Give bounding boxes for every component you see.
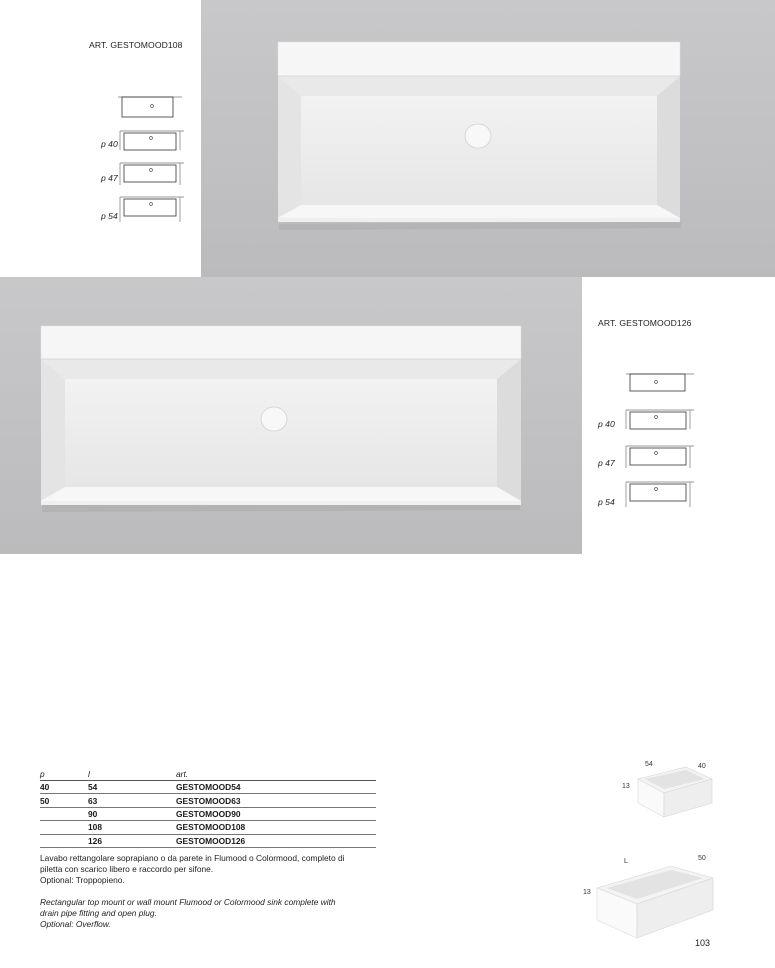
cell-depth — [40, 834, 88, 847]
depth-label-top-47: p 47 — [101, 173, 118, 183]
cell-article: GESTOMOOD63 — [176, 794, 376, 807]
product-size-table — [40, 769, 376, 848]
cell-depth — [40, 807, 88, 820]
depth-label-middle-47: p 47 — [598, 458, 615, 468]
depth-label-top-54: p 54 — [101, 211, 118, 221]
dim-small-right: 40 — [698, 763, 706, 770]
table-row — [40, 794, 376, 807]
description-italian-line-2: piletta con scarico libero e raccordo per sifone. — [40, 863, 214, 874]
description-italian-line-3: Optional: Troppopieno. — [40, 874, 125, 885]
sink-gestomood126-image — [0, 277, 582, 554]
small-sink-render — [608, 755, 728, 830]
description-english-line-3: Optional: Overflow. — [40, 918, 111, 929]
description-italian-line-1: Lavabo rettangolare soprapiano o da parete in Flumood o Colormood, completo di — [40, 853, 345, 863]
cell-depth — [40, 821, 88, 834]
dim-large-left: 13 — [583, 889, 591, 896]
cell-depth: 50 — [40, 794, 88, 807]
cell-length: 126 — [88, 834, 176, 847]
cell-length: 108 — [88, 821, 176, 834]
large-sink-image — [575, 848, 725, 948]
table-row — [40, 781, 376, 794]
table-row — [40, 834, 376, 847]
top-product-photo — [201, 0, 775, 277]
table-row — [40, 807, 376, 820]
table-header-row — [40, 769, 376, 781]
top-info-panel — [0, 0, 201, 277]
dim-large-right: 50 — [698, 855, 706, 862]
cell-article: GESTOMOOD126 — [176, 834, 376, 847]
cell-depth: 40 — [40, 781, 88, 794]
depth-label-top-40: p 40 — [101, 139, 118, 149]
header-article: art. — [176, 769, 376, 781]
sink-gestomood108-image — [201, 0, 775, 277]
cell-article: GESTOMOOD108 — [176, 821, 376, 834]
article-label-middle: ART. GESTOMOOD126 — [598, 318, 692, 328]
top-plan-drawing-p54 — [118, 194, 188, 228]
middle-plan-drawing — [626, 371, 696, 403]
small-sink-image — [608, 755, 728, 830]
depth-label-middle-40: p 40 — [598, 419, 615, 429]
dim-large-top: L — [624, 858, 628, 865]
top-plan-drawing-p47 — [118, 160, 188, 190]
middle-plan-drawing-p40 — [622, 407, 698, 439]
table-row — [40, 821, 376, 834]
cell-article: GESTOMOOD90 — [176, 807, 376, 820]
dim-small-top: 54 — [645, 761, 653, 768]
middle-plan-drawing-p47 — [622, 443, 698, 475]
cell-article: GESTOMOOD54 — [176, 781, 376, 794]
top-plan-drawing — [118, 94, 188, 126]
page-number: 103 — [695, 938, 711, 948]
description-italian — [40, 853, 385, 886]
cell-length: 90 — [88, 807, 176, 820]
middle-plan-drawing-p54 — [622, 479, 698, 513]
dim-small-left: 13 — [622, 783, 630, 790]
top-plan-drawing-p40 — [118, 128, 188, 158]
middle-product-photo — [0, 277, 582, 554]
middle-info-panel — [582, 277, 775, 554]
header-length: l — [88, 769, 176, 781]
description-english-line-2: drain pipe fitting and open plug. — [40, 907, 157, 918]
cell-length: 54 — [88, 781, 176, 794]
description-english-line-1: Rectangular top mount or wall mount Flumood or Colormood sink complete with — [40, 897, 336, 907]
article-label-top: ART. GESTOMOOD108 — [89, 40, 183, 50]
large-sink-render — [575, 848, 725, 948]
depth-label-middle-54: p 54 — [598, 497, 615, 507]
description-english — [40, 897, 385, 930]
cell-length: 63 — [88, 794, 176, 807]
header-depth: p — [40, 769, 88, 781]
